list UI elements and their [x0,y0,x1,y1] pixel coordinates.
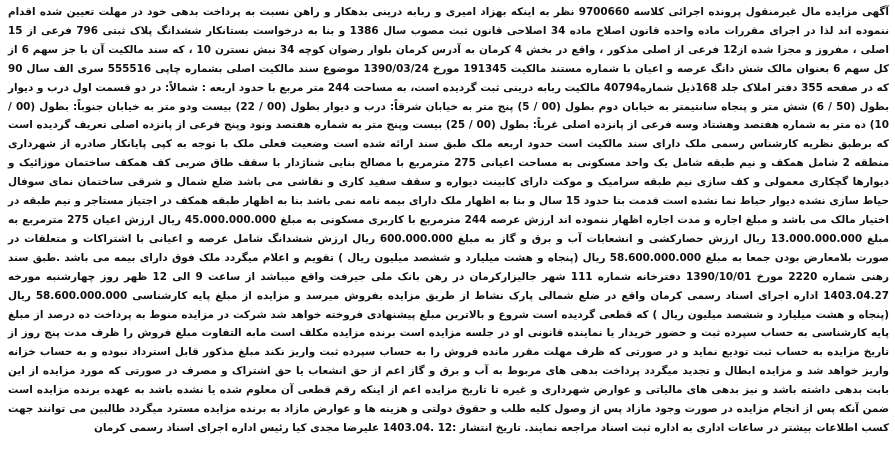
notice-body-text: آگهی مزایده مال غیرمنقول پرونده اجرائی کلاسه 9700660 نظر به اینکه بهزاد امیری و ربابه درینی بدهکار و راهن نسبت به پرداخت بدهی خود در مهلت تعیین شده اقدام ننموده اند لذا در اجرای مقررات ماده واحده قانون اصلاح ماده 34 اصلاحی قانون ثبت مصوب سال 1386 و بنا به درخواست بستانکار ششدانگ پلاک ثبتی 796 فرعی از 15 اصلی ، مفروز و مجزا شده از12 فرعی از اصلی مذکور ، واقع در بخش 4 کرمان به آدرس کرمان بلوار رضوان کوچه 34 نبش نسترن 10 ، که سند مالکیت آن با جز سهم 6 از کل سهم 6 بعنوان مالک شش دانگ عرصه و اعیان با شماره مستند مالکیت 191345 مورخ 1390/03/24 موضوع سند مالکیت اصلی بشماره چاپی 555516 سری الف سال 90 که در صفحه 355 دفتر املاک جلد 168ذیل شماره40794 مالکیت ربابه درینی ثبت گردیده است، به مساحت 244 متر مربع با حدود اربعه : شمالاً: در دو قسمت اول درب و دیوار بطول (50 / 6) شش متر و پنجاه سانتیمتر به خیابان دوم بطول (00 / 5) پنج متر به خیابان شرقاً: درب و دیوار بطول (00 / 22) بیست ودو متر به خیابان جنوباً: بطول (00 / 10) ده متر به شماره هفتصد وهشتاد وسه فرعی از پانزده اصلی غرباً: بطول (00 / 25) بیست وپنج متر به شماره هفتصد ونود وپنج فرعی از پانزده اصلی تعریف گردیده است که برطبق نظریه کارشناس رسمی ملک دارای سند مالکیت است حدود اربعه ملک طبق سند ارائه شده است وضعیت فعلی ملک با توجه به کپی پایانکار صادره از شهرداری منطقه 2 شامل همکف و نیم طبقه شامل یک واحد مسکونی به مساحت اعیانی 275 مترمربع با مصالح بنایی شناژدار با سقف طاق ضربی کف همکف ساختمان موزائیک و دیوارها گچکاری معمولی و کف سازی نیم طبقه سرامیک و موکت دارای کابینت دیواره و سقف سفید کاری و نقاشی می باشد ضلع شمال و شرقی ساختمان نمای سوفال حیاط سازی نشده دیوار حیاط نما نشده است قدمت بنا حدود 15 سال و بنا به اظهار ملک دارای بیمه نامه نمی باشد بنا به اظهار طبقه همکف در اجتیاز مستاجر و نیم طبقه در اختیار مالک می باشد و مبلغ اجاره و مدت اجاره اظهار ننموده اند ارزش عرصه 244 مترمربع با کاربری مسکونی به مبلغ 45.000.000.000 ریال ارزش اعیان 275 مترمربع به مبلغ 13.000.000.000 ریال ارزش حصارکشی و انشعابات آب و برق و گاز به مبلغ 600.000.000 ریال ارزش ششدانگ شامل عرصه و اعیانی با اشتراکات و متعلقات در صورت بلامعارض بودن جمعا به مبلغ 58.600.000.000 ریال (پنجاه و هشت میلیارد و ششصد میلیون ریال ) تقویم و اعلام میگردد ملک فوق دارای بیمه می باشد .طبق سند رهنی شماره 2220 مورخ 1390/10/01 دفترخانه شماره 111 شهر جالیزارکرمان در رهن بانک ملی جیرفت واقع میباشد از ساعت 9 الی 12 ظهر روز چهارشنبه مورخه 1403.04.27 اداره اجرای اسناد رسمی کرمان واقع در ضلع شمالی پارک نشاط از طریق مزایده بفروش میرسد و مزایده از مبلغ پایه کارشناسی 58.600.000.000 ریال (پنجاه و هشت میلیارد و ششصد میلیون ریال ) که قطعی گردیده است شروع و بالاترین مبلغ پیشنهادی فروخته خواهد شد شرکت در مزایده منوط به پرداخت ده درصد از مبلغ پایه کارشناسی به حساب سپرده ثبت و حضور خریدار یا نماینده قانونی او در جلسه مزایده است برنده مزایده مکلف است مابه التفاوت مبلغ فروش را ظرف مدت پنج روز از تاریخ مزایده به حساب ثبت تودیع نماید و در صورتی که ظرف مهلت مقرر مانده فروش را به حساب سپرده ثبت واریز نکند مبلغ مذکور قابل استرداد نبوده و به حساب خزانه واریز خواهد شد و مزایده ابطال و تجدید میگردد پرداخت بدهی های مربوط به آب و برق و گاز اعم از حق انشعاب یا حق اشتراک و مصرف در صورتی که مورد مزایده از این بابت بدهی داشته باشد و نیز بدهی های مالیاتی و عوارض شهرداری و غیره تا تاریخ مزایده اعم از اینکه رقم قطعی آن معلوم شده یا نشده باشد به عهده برنده مزایده است ضمن آنکه پس از انجام مزایده در صورت وجود مازاد پس از وصول کلیه طلب و حقوق دولتی و هزینه ها و عوارض مازاد به برنده مزایده مسترد میگردد طالبین می توانند جهت کسب اطلاعات بیشتر در ساعات اداری به اداره ثبت اسناد مراجعه نمایند. تاریخ انتشار :12 .1403.04 علیرضا مجدی کیا رئیس اداره اجرای اسناد رسمی کرمان [8,6,890,434]
